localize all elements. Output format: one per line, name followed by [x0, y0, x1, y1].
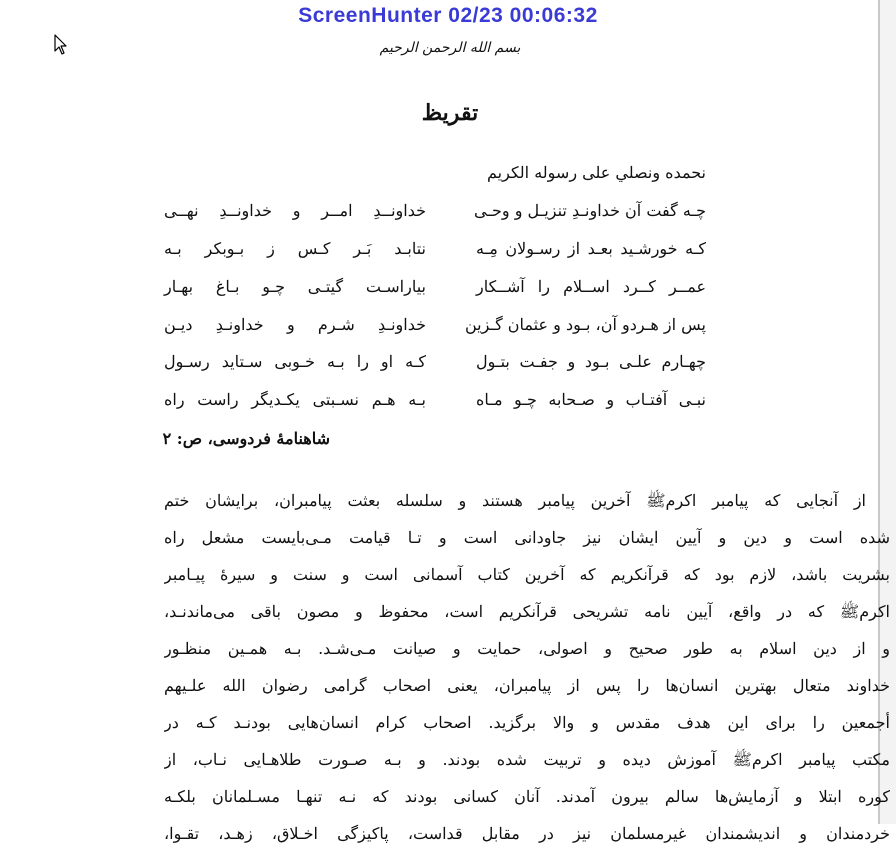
praise-line: نحمده ونصلي علی رسوله الکریم [487, 163, 706, 182]
paragraph-line: اکرمﷺ که در واقع، آیین نامه تشریحی قرآنکریم است، محفوظ و مصون باقی می‌ماندنـد، [164, 602, 890, 621]
poem-source: شاهنامۀ فردوسی، ص: ۲ [162, 429, 330, 448]
verse-right-hemistich: کـه خورشـید بعـد از رسـولان مِـه [476, 239, 706, 258]
paragraph-line: خداوند متعال بهترین انسان‌ها را پس از پیامبران، یعنی اصحاب گرامی رضوان الله علـیهم [164, 676, 890, 695]
verse-left-hemistich: خداونــدِ امــر و خداونــدِ نهــی [164, 201, 426, 220]
body-paragraph [164, 482, 890, 852]
mouse-pointer-icon [54, 34, 68, 56]
paragraph-line: مکتب پیامبر اکرمﷺ آموزش دیده و تربیت شده بودند. و بـه صـورت طلاهـایی نـاب، از [164, 750, 890, 769]
verse-left-hemistich: بـه هـم نسـبتی یکـدیگر راست راه [164, 390, 426, 409]
page-heading: تقریظ [421, 100, 479, 126]
paragraph-line: و از دین اسلام به طور صحیح و اصولی، حمایت و صیانت مـی‌شـد. بـه همـین منظـور [164, 639, 890, 658]
verse-right-hemistich: چـه گفت آن خداونـدِ تنزیـل و وحـی [473, 201, 706, 220]
verse-right-hemistich: پس از هـردو آن، بـود و عثمان گـزین [464, 315, 706, 334]
verse-left-hemistich: خداونـدِ شـرم و خداونـدِ دیـن [164, 315, 426, 334]
basmala: بسم الله الرحمن الرحیم [379, 40, 521, 56]
verse-left-hemistich: کـه او را بـه خـوبی سـتاید رسـول [164, 352, 426, 371]
verse-right-hemistich: نبـی آفتـاب و صـحابه چـو مـاه [476, 390, 706, 409]
paragraph-line: خردمندان و اندیشمندان غیرمسلمان نیز در مقابل قداست، پاکیزگی اخـلاق، زهـد، تقـوا، [164, 824, 890, 843]
paragraph-line: شده است و دین و آیین ایشان نیز جاودانی است و تـا قیامت مـی‌بایست مشعل راه [164, 528, 890, 547]
paragraph-line: أجمعین را برای این هدف مقدس و والا برگزید. اصحاب کرام انسان‌هایی بودنـد کـه در [164, 713, 890, 732]
paragraph-line: کوره ابتلا و آزمایش‌ها سالم بیرون آمدند. آنان کسانی بودند که نـه تنهـا مسـلمانان بلکـه [164, 787, 890, 806]
verse-left-hemistich: نتابـد بَـر کـس ز بـوبکر بـه [164, 239, 426, 258]
verse-left-hemistich: بیاراسـت گیتـی چـو بـاغ بهـار [164, 277, 426, 296]
verse-right-hemistich: عمــر کــرد اســلام را آشــکار [476, 277, 706, 296]
paragraph-line: از آنجایی که پیامبر اکرمﷺ آخرین پیامبر هستند و سلسله بعثت پیامبران، برایشان ختم [164, 491, 866, 510]
screenhunter-title: ScreenHunter 02/23 00:06:32 [298, 4, 598, 27]
verse-right-hemistich: چهـارم علـی بـود و جفـت بتـول [476, 352, 706, 371]
paragraph-line: بشریت باشد، لازم بود که قرآنکریم که آخرین کتاب آسمانی است و سنت و سیرۀ پیـامبر [164, 565, 890, 584]
